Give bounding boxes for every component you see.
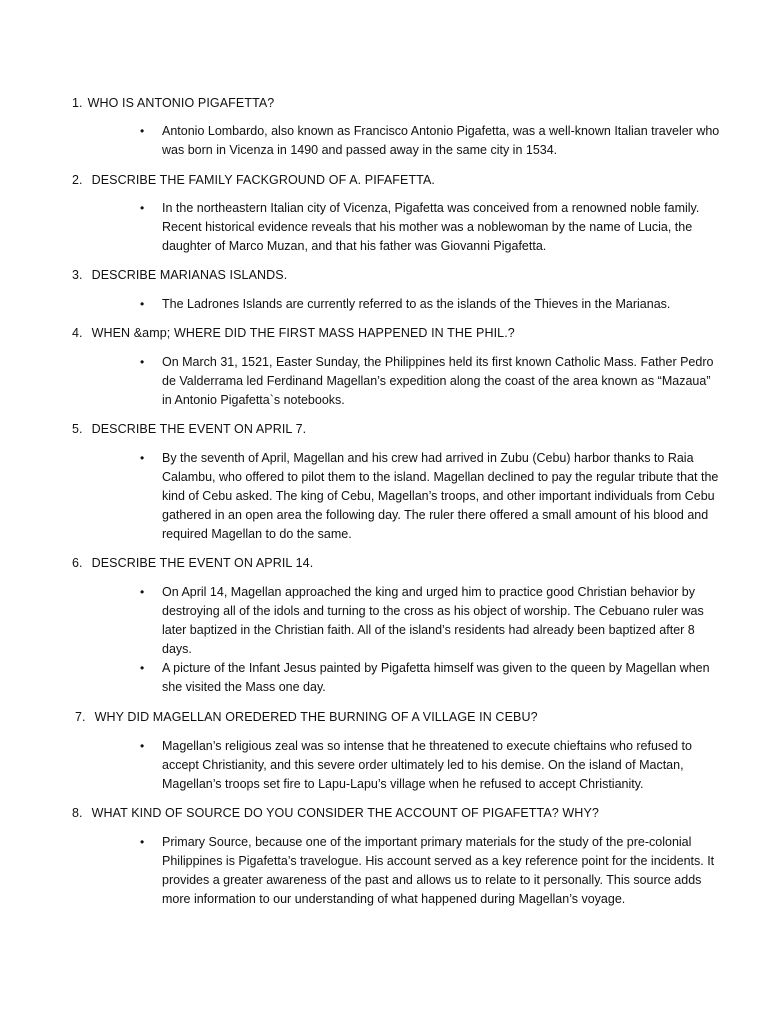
question-number: 1. [72,96,83,110]
answer-text: A picture of the Infant Jesus painted by Pigafetta himself was given to the queen by Magellan when she visited the Mass one day. [162,661,710,694]
answer-text: On March 31, 1521, Easter Sunday, the Philippines held its first known Catholic Mass. Father Pedro de Valderrama led Ferdinand Magellan’s expedition along the coast of the area known as “Mazaua” in Antonio Pigafetta`s notebooks. [162,355,714,407]
answer-text: On April 14, Magellan approached the king and urged him to practice good Christian behavior by destroying all of the idols and turning to the cross as his object of worship. The Cebuano ruler was later baptized in the Christian faith. All of the island’s residents had already been baptized after 8 days. [162,585,704,656]
question-text: DESCRIBE THE FAMILY FACKGROUND OF A. PIFAFETTA. [91,173,435,187]
answer-text: The Ladrones Islands are currently referred to as the islands of the Thieves in the Marianas. [162,297,671,311]
answer-text: By the seventh of April, Magellan and his crew had arrived in Zubu (Cebu) harbor thanks to Raia Calambu, who offered to pilot them to the island. Magellan declined to pay the regular tribute that the kind of Cebu asked. The king of Cebu, Magellan’s troops, and other important individuals from Cebu gathered in an open area the following day. The ruler there offered a small amount of his blood and required Magellan to do the same. [162,451,719,541]
question-text: WHEN &amp; WHERE DID THE FIRST MASS HAPPENED IN THE PHIL.? [91,326,515,340]
question-number: 4. [72,326,83,340]
question-number: 2. [72,173,83,187]
bullet-icon: • [140,739,145,753]
bullet-icon: • [140,661,145,675]
question-text: DESCRIBE THE EVENT ON APRIL 7. [91,422,307,436]
answer-item [140,583,722,659]
answer-item [140,199,722,256]
question-number: 6. [72,556,83,570]
question-number: 5. [72,422,83,436]
question-1 [72,94,274,113]
question-text: DESCRIBE THE EVENT ON APRIL 14. [91,556,314,570]
question-8 [72,804,599,823]
question-text: DESCRIBE MARIANAS ISLANDS. [91,268,288,282]
answer-text: Magellan’s religious zeal was so intense that he threatened to execute chieftains who refused to accept Christianity, and this severe order ultimately led to his demise. On the island of Mactan, Magellan’s troops set fire to Lapu-Lapu’s village when he refused to accept Christianity. [162,739,692,791]
bullet-icon: • [140,355,145,369]
bullet-icon: • [140,297,145,311]
bullet-icon: • [140,835,145,849]
bullet-icon: • [140,585,145,599]
answer-item [140,122,722,160]
answer-text: Primary Source, because one of the important primary materials for the study of the pre-colonial Philippines is Pigafetta’s travelogue. His account served as a key reference point for the incidents. It provides a greater awareness of the past and allows us to relate to it personally. This source adds more information to our understanding of what happened during Magellan’s voyage. [162,835,715,906]
question-number: 3. [72,268,83,282]
question-4 [72,324,515,343]
question-6 [72,554,313,573]
bullet-icon: • [140,124,145,138]
question-number: 7. [75,710,86,724]
answer-text: Antonio Lombardo, also known as Francisco Antonio Pigafetta, was a well-known Italian traveler who was born in Vicenza in 1490 and passed away in the same city in 1534. [162,124,720,157]
answer-item [140,659,722,697]
answer-item [140,295,722,314]
question-text: WHO IS ANTONIO PIGAFETTA? [87,96,275,110]
bullet-icon: • [140,201,145,215]
answer-item [140,353,722,410]
question-number: 8. [72,806,83,820]
question-text: WHAT KIND OF SOURCE DO YOU CONSIDER THE ACCOUNT OF PIGAFETTA? WHY? [91,806,599,820]
bullet-icon: • [140,451,145,465]
answer-item [140,737,722,794]
question-5 [72,420,306,439]
answer-text: In the northeastern Italian city of Vicenza, Pigafetta was conceived from a renowned noble family. Recent historical evidence reveals that his mother was a noblewoman by the name of Lucia, the daughter of Marco Muzan, and that his father was Giovanni Pigafetta. [162,201,700,253]
question-7 [75,708,538,727]
answer-item [140,449,722,544]
question-2 [72,171,435,190]
answer-item [140,833,722,909]
question-3 [72,266,287,285]
question-text: WHY DID MAGELLAN OREDERED THE BURNING OF A VILLAGE IN CEBU? [94,710,538,724]
